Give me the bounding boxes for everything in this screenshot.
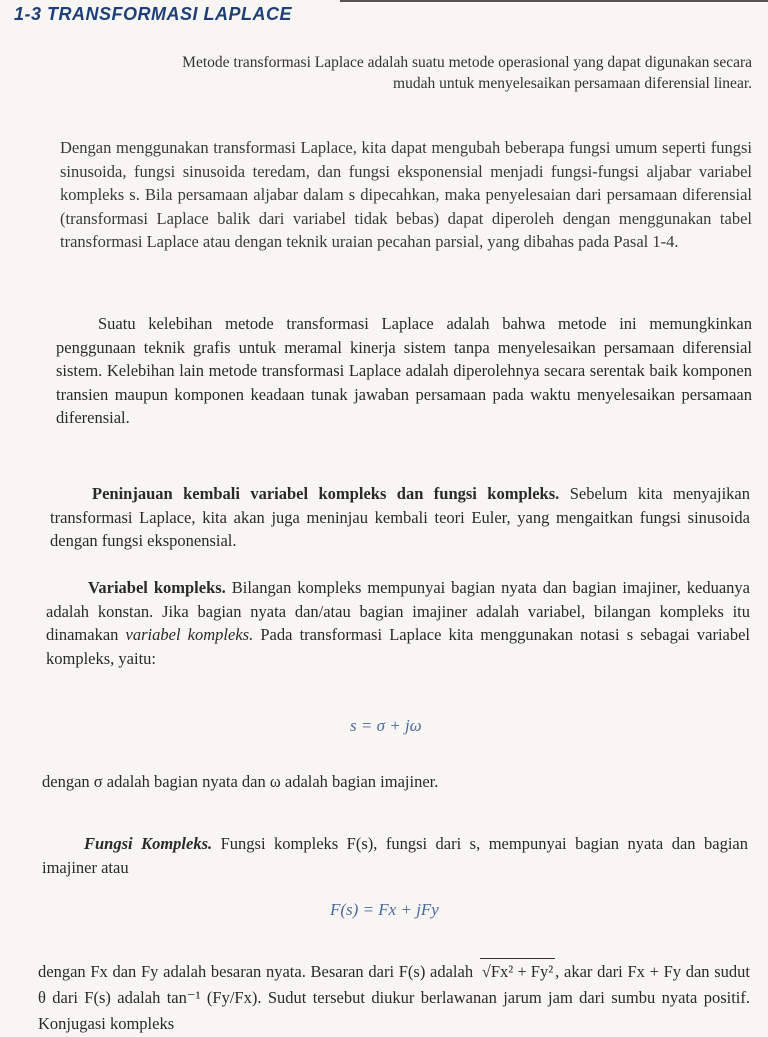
sqrt-content: Fx² + Fy² (490, 962, 554, 981)
paragraph-text: , akar dari Fx + Fy dan sudut θ dari F(s) adalah tan⁻¹ (Fy/Fx). Sudut tersebut diukur berlawanan jarum jam dari sumbu nyata positif. Konjugasi kompleks (38, 962, 750, 1033)
emphasis-term: variabel kompleks. (125, 625, 254, 645)
formula-fs: F(s) = Fx + jFy (330, 900, 439, 919)
paragraph-review (50, 482, 750, 553)
paragraph-run-in-heading: Variabel kompleks. (88, 578, 226, 597)
paragraph-text: Suatu kelebihan metode transformasi Laplace adalah bahwa metode ini memungkinkan penggunaan teknik grafis untuk meramal kinerja sistem tanpa menyelesaikan persamaan diferensial sistem. Kelebihan lain metode transformasi Laplace adalah diperolehnya secara serentak baik komponen transien maupun komponen keadaan tunak jawaban persamaan pada waktu menyelesaikan persamaan diferensial. (56, 314, 752, 428)
paragraph-complex-function (42, 832, 748, 879)
paragraph-text: Bilangan kompleks mempunyai bagian nyata dan bagian imajiner, keduanya adalah konstan. Jika bagian nyata dan/atau bagian imajiner adalah variabel, bilangan kompleks itu dinamakan (46, 578, 751, 645)
paragraph-text: dengan σ adalah bagian nyata dan ω adalah bagian imajiner. (42, 772, 439, 791)
paragraph-run-in-heading: Fungsi Kompleks. (84, 834, 213, 853)
paragraph-laplace-usage (60, 136, 752, 254)
paragraph-sigma-omega (42, 770, 752, 794)
paragraph-text: Pada transformasi Laplace kita menggunakan notasi s sebagai variabel kompleks, yaitu: (46, 625, 751, 668)
paragraph-text: Sebelum kita menyajikan transformasi Laplace, kita akan juga meninjau kembali teori Euler, yang mengaitkan fungsi sinusoida dengan fungsi eksponensial. (50, 484, 751, 551)
intro-paragraph: Metode transformasi Laplace adalah suatu metode operasional yang dapat digunakan secara mudah untuk menyelesaikan persamaan diferensial linear. (182, 54, 752, 92)
section-heading: 1-3 TRANSFORMASI LAPLACE (14, 4, 293, 24)
paragraph-text: Fungsi kompleks F(s), fungsi dari s, mempunyai bagian nyata dan bagian imajiner atau (42, 834, 748, 877)
paragraph-run-in-heading: Peninjauan kembali variabel kompleks dan fungsi kompleks. (92, 484, 560, 503)
paragraph-laplace-advantage (56, 312, 752, 430)
paragraph-text: dengan Fx dan Fy adalah besaran nyata. Besaran dari F(s) adalah (38, 962, 474, 981)
paragraph-text: Dengan menggunakan transformasi Laplace, kita dapat mengubah beberapa fungsi umum seperti fungsi sinusoida, fungsi sinusoida teredam, dan fungsi eksponensial menjadi fungsi-fungsi aljabar variabel kompleks s. Bila persamaan aljabar dalam s dipecahkan, maka penyelesaian dari persamaan diferensial (transformasi Laplace balik dari variabel tidak bebas) dapat diperoleh dengan menggunakan tabel transformasi Laplace atau dengan teknik uraian pecahan parsial, yang dibahas pada Pasal 1-4. (60, 138, 752, 252)
formula-s: s = σ + jω (350, 716, 422, 735)
paragraph-complex-variable (46, 576, 750, 670)
paragraph-magnitude (38, 958, 750, 1037)
sqrt-expression: √Fx² + Fy² (480, 958, 555, 985)
top-rule (340, 0, 768, 2)
